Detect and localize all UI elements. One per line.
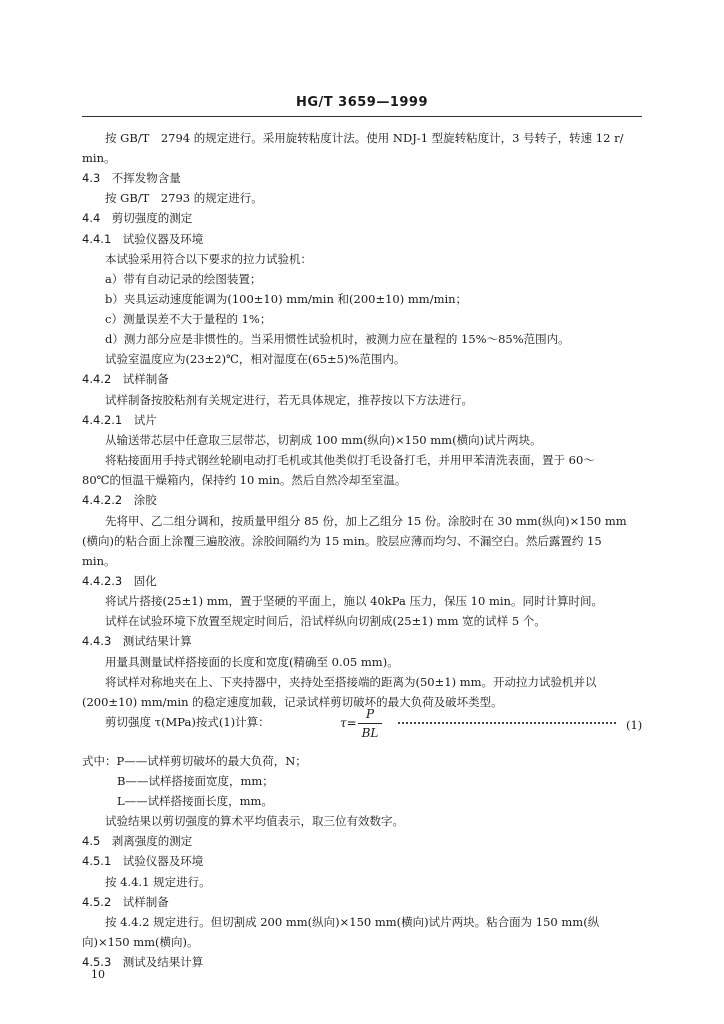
section-heading: 4.5 剥离强度的测定	[82, 834, 193, 848]
text-line: 按 GB/T 2794 的规定进行。采用旋转粘度计法。使用 NDJ-1 型旋转粘度计，3 号转子，转速 12 r/	[105, 131, 624, 145]
text-line: min。	[82, 554, 116, 568]
text-line: 本试验采用符合以下要求的拉力试验机：	[105, 252, 312, 266]
text-line: 试样在试验环境下放置至规定时间后，沿试样纵向切割成(25±1) mm 宽的试样 5 个。	[105, 614, 546, 628]
page-number: 10	[91, 968, 105, 981]
formula-lhs: τ=	[340, 716, 357, 730]
text-line: 式中：P——试样剪切破坏的最大负荷，N；	[82, 754, 307, 768]
formula-numerator: P	[365, 707, 375, 721]
list-item: b）夹具运动速度能调为(100±10) mm/min 和(200±10) mm/min；	[105, 292, 468, 306]
text-line: min。	[82, 151, 116, 165]
header-rule	[82, 116, 642, 117]
list-item: d）测力部分应是非惯性的。当采用惯性试验机时，被测力应在量程的 15%～85%范围内。	[105, 332, 570, 346]
section-heading: 4.4.2.3 固化	[82, 574, 157, 588]
text-line: 试验室温度应为(23±2)℃，相对湿度在(65±5)%范围内。	[105, 352, 406, 366]
section-heading: 4.4.2.2 涂胶	[82, 493, 157, 507]
text-line: (200±10) mm/min 的稳定速度加载，记录试样剪切破坏的最大负荷及破坏类型。	[82, 695, 503, 709]
text-line: 将试片搭接(25±1) mm，置于坚硬的平面上，施以 40kPa 压力，保压 10 min。同时计算时间。	[105, 594, 603, 608]
section-heading: 4.5.3 测试及结果计算	[82, 955, 204, 969]
section-heading: 4.4.2 试样制备	[82, 372, 169, 386]
section-heading: 4.4.2.1 试片	[82, 413, 157, 427]
text-line: 试样制备按胶粘剂有关规定进行，若无具体规定，推荐按以下方法进行。	[105, 393, 473, 407]
section-heading: 4.3 不挥发物含量	[82, 171, 181, 185]
section-heading: 4.5.1 试验仪器及环境	[82, 854, 204, 868]
text-line: (横向)的粘合面上涂覆三遍胶液。涂胶间隔约为 15 min。胶层应薄而均匀、不漏空白。然后露置约 15	[82, 534, 602, 548]
text-line: 从输送带芯层中任意取三层带芯，切割成 100 mm(纵向)×150 mm(横向)试片两块。	[105, 433, 542, 447]
section-heading: 4.4 剪切强度的测定	[82, 211, 193, 225]
section-heading: 4.5.2 试样制备	[82, 895, 169, 909]
section-heading: 4.4.1 试验仪器及环境	[82, 232, 204, 246]
text-line: 80℃的恒温干燥箱内，保持约 10 min。然后自然冷却至室温。	[82, 473, 407, 487]
text-line: 剪切强度 τ(MPa)按式(1)计算：	[105, 715, 270, 729]
text-line: 按 4.4.1 规定进行。	[105, 875, 211, 889]
formula-fraction	[358, 706, 382, 741]
text-line: 试验结果以剪切强度的算术平均值表示，取三位有效数字。	[105, 814, 404, 828]
text-line: B——试样搭接面宽度，mm；	[117, 774, 274, 788]
text-line: 用量具测量试样搭接面的长度和宽度(精确至 0.05 mm)。	[105, 655, 399, 669]
text-line: 先将甲、乙二组分调和，按质量甲组分 85 份，加上乙组分 15 份。涂胶时在 30 mm(纵向)×150 mm	[105, 514, 627, 528]
text-line: 按 GB/T 2793 的规定进行。	[105, 191, 263, 205]
text-line: 按 4.4.2 规定进行。但切割成 200 mm(纵向)×150 mm(横向)试片两块。粘合面为 150 mm(纵	[105, 915, 600, 929]
formula-denominator: BL	[361, 726, 379, 740]
formula-number: (1)	[626, 718, 643, 732]
list-item: c）测量误差不大于量程的 1%；	[105, 312, 272, 326]
text-line: 向)×150 mm(横向)。	[82, 935, 199, 949]
standard-code-header: HG/T 3659—1999	[295, 95, 429, 110]
list-item: a）带有自动记录的绘图装置；	[105, 272, 262, 286]
fraction-bar	[358, 723, 382, 724]
formula-leader-dots	[398, 722, 616, 724]
section-heading: 4.4.3 测试结果计算	[82, 634, 192, 648]
text-line: 将试样对称地夹在上、下夹持器中，夹持处至搭接端的距离为(50±1) mm。开动拉力试验机并以	[105, 675, 597, 689]
text-line: 将粘接面用手持式钢丝轮刷电动打毛机或其他类似打毛设备打毛，并用甲苯清洗表面，置于 60～	[105, 453, 595, 467]
text-line: L——试样搭接面长度，mm。	[117, 794, 273, 808]
